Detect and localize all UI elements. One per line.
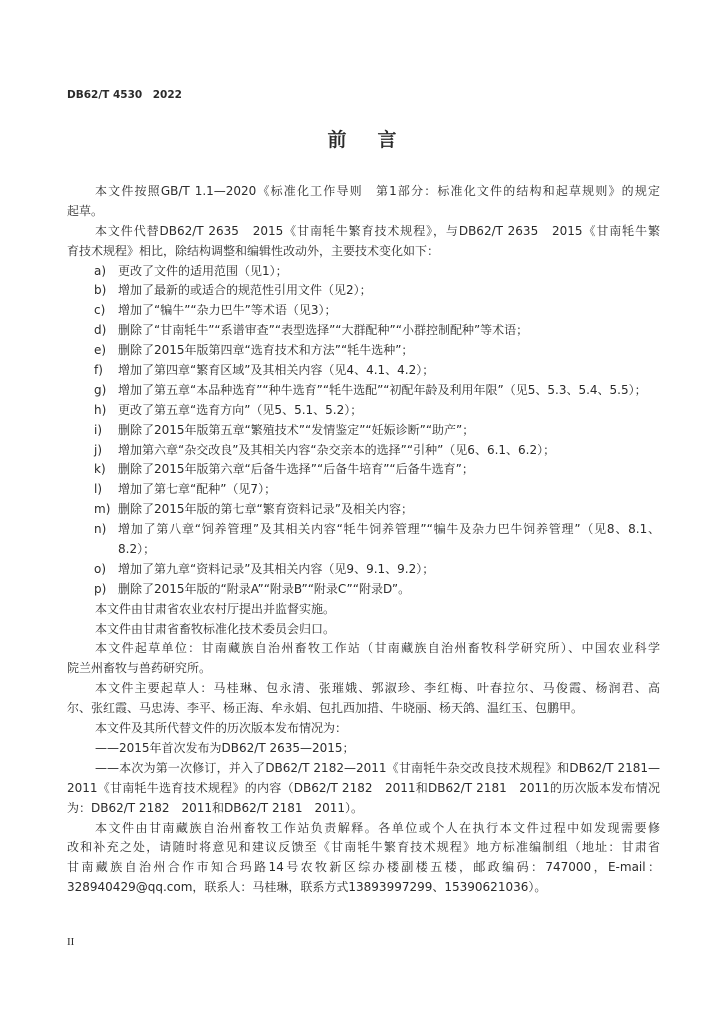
paragraph-line: 本文件由甘肃省畜牧标准化技术委员会归口。 xyxy=(95,621,336,636)
change-item-text: 增加了第八章“饲养管理”及其相关内容“牦牛饲养管理”“犏牛及杂力巴牛饲养管理”（见8、8.1、 xyxy=(118,522,660,537)
change-item-text: 删除了2015年版的“附录A”“附录B”“附录C”“附录D”。 xyxy=(118,581,411,596)
change-item-i xyxy=(67,421,660,441)
paragraph-line: 甘南藏族自治州合作市知合玛路14号农牧新区综办楼副楼五楼，邮政编码：747000，E-mail： xyxy=(67,860,660,875)
paragraph-line: 育技术规程》相比，除结构调整和编辑性改动外，主要技术变化如下： xyxy=(67,243,440,258)
change-item-label: b) xyxy=(94,283,107,298)
change-item-label: a) xyxy=(94,263,107,278)
paragraph-line: 328940429@qq.com，联系人：马桂琳，联系方式13893997299、15390621036）。 xyxy=(67,880,547,895)
change-item-label: c) xyxy=(94,303,106,318)
paragraph-line: 改和补充之处，请随时将意见和建议反馈至《甘南牦牛繁育技术规程》地方标准编制组（地址：甘肃省 xyxy=(67,840,660,855)
foreword-body xyxy=(67,182,660,898)
change-item-label: n) xyxy=(94,522,107,537)
change-item-label: o) xyxy=(94,561,107,576)
paragraph-line: 本文件由甘肃省农业农村厅提出并监督实施。 xyxy=(95,601,336,616)
change-item-text: 删除了2015年版第五章“繁殖技术”“发情鉴定”“妊娠诊断”“助产”； xyxy=(118,422,475,437)
change-item-g xyxy=(67,381,660,401)
version-history-line: ——本次为第一次修订，并入了DB62/T 2182—2011《甘南牦牛杂交改良技术规程》和DB62/T 2181— xyxy=(95,760,660,775)
change-item-a xyxy=(67,262,660,282)
change-item-b xyxy=(67,281,660,301)
page-title: 前 言 xyxy=(327,129,403,151)
version-history-line: 为：DB62/T 2182 2011和DB62/T 2181 2011）。 xyxy=(67,800,364,815)
change-item-text: 删除了2015年版第六章“后备牛选择”“后备牛培育”“后备牛选育”； xyxy=(118,462,474,477)
change-item-k xyxy=(67,460,660,480)
change-item-label: d) xyxy=(94,323,107,338)
change-item-label: k) xyxy=(94,462,106,477)
change-item-text: 增加了第四章“繁育区域”及其相关内容（见4、4.1、4.2）； xyxy=(118,363,435,378)
change-item-label: m) xyxy=(94,502,111,517)
version-history-line: ——2015年首次发布为DB62/T 2635—2015； xyxy=(95,740,355,755)
change-item-c xyxy=(67,301,660,321)
change-item-text: 增加第六章“杂交改良”及其相关内容“杂交亲本的选择”“引种”（见6、6.1、6.2）； xyxy=(118,442,556,457)
paragraph-line: 本文件代替DB62/T 2635 2015《甘南牦牛繁育技术规程》，与DB62/T 2635 2015《甘南牦牛繁 xyxy=(95,223,660,238)
change-item-label: f) xyxy=(94,363,103,378)
page-number: II xyxy=(67,936,75,948)
paragraph-line: 本文件主要起草人：马桂琳、包永清、张璀娥、郭淑珍、李红梅、叶春拉尔、马俊霞、杨润君、高 xyxy=(95,681,660,696)
document-code-header: DB62/T 4530 2022 xyxy=(67,89,182,101)
change-item-text: 增加了最新的或适合的规范性引用文件（见2）； xyxy=(118,283,372,298)
change-item-text: 更改了第五章“选育方向”（见5、5.1、5.2）； xyxy=(118,402,363,417)
change-item-text: 更改了文件的适用范围（见1）； xyxy=(118,263,288,278)
change-item-l xyxy=(67,480,660,500)
change-item-f xyxy=(67,361,660,381)
change-item-e xyxy=(67,341,660,361)
paragraph-line: 起草。 xyxy=(67,203,104,218)
change-item-h xyxy=(67,401,660,421)
change-item-p xyxy=(67,580,660,600)
change-item-text: 删除了2015年版的第七章“繁育资料记录”及相关内容； xyxy=(118,502,413,517)
change-item-text: 删除了2015年版第四章“选育技术和方法”“牦牛选种”； xyxy=(118,343,414,358)
change-item-text: 删除了“甘南牦牛”“系谱审查”“表型选择”“大群配种”“小群控制配种”等术语； xyxy=(118,323,529,338)
change-item-label: j) xyxy=(94,442,103,457)
paragraph-line: 院兰州畜牧与兽药研究所。 xyxy=(67,661,212,676)
paragraph-line: 本文件及其所代替文件的历次版本发布情况为： xyxy=(95,721,348,736)
version-history-line: 2011《甘南牦牛选育技术规程》的内容（DB62/T 2182 2011和DB62/T 2181 2011的历次版本发布情况 xyxy=(67,780,660,795)
change-item-label: g) xyxy=(94,382,107,397)
change-item-label: l) xyxy=(94,482,103,497)
change-item-label: i) xyxy=(94,422,103,437)
change-item-text: 增加了第五章“本品种选育”“种牛选育”“牦牛选配”“初配年龄及利用年限”（见5、5.3、5.4、5.5）； xyxy=(118,382,647,397)
change-item-text: 增加了“犏牛”“杂力巴牛”等术语（见3）； xyxy=(118,303,337,318)
paragraph-line: 本文件起草单位：甘南藏族自治州畜牧工作站（甘南藏族自治州畜牧科学研究所）、中国农业科学 xyxy=(95,641,660,656)
change-item-label: p) xyxy=(94,581,107,596)
paragraph-line: 尔、张红霞、马忠涛、李平、杨正海、牟永娟、包扎西加措、牛晓丽、杨天鸽、温红玉、包鹏甲。 xyxy=(67,701,584,716)
change-item-m xyxy=(67,500,660,520)
change-item-d xyxy=(67,321,660,341)
change-item-text: 增加了第九章“资料记录”及其相关内容（见9、9.1、9.2）； xyxy=(118,561,435,576)
change-item-text-continued: 8.2）； xyxy=(118,542,156,557)
paragraph-line: 本文件按照GB/T 1.1—2020《标准化工作导则 第1部分：标准化文件的结构和起草规则》的规定 xyxy=(95,184,660,198)
change-item-o xyxy=(67,560,660,580)
change-item-n xyxy=(67,520,660,540)
change-item-label: h) xyxy=(94,402,107,417)
paragraph-line: 本文件由甘南藏族自治州畜牧工作站负责解释。各单位或个人在执行本文件过程中如发现需要修 xyxy=(95,820,660,835)
change-item-j xyxy=(67,441,660,461)
change-item-label: e) xyxy=(94,343,107,358)
change-item-text: 增加了第七章“配种”（见7）； xyxy=(118,482,277,497)
